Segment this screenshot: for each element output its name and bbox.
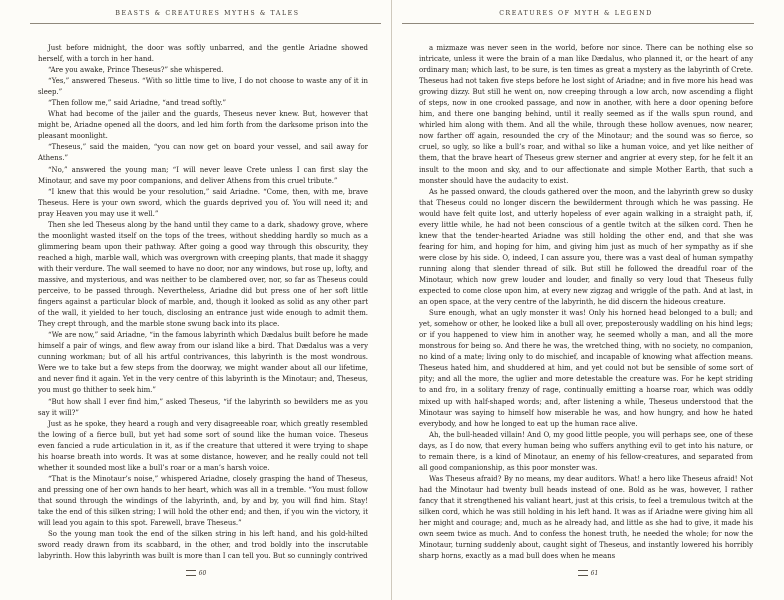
folio [566,568,610,578]
paragraph: As he passed onward, the clouds gathered over the moon, and the labyrinth grew so dusky that Theseus could no longer discern the bewilderment through which he was passing. He would have felt quite lost, and utterly hopeless of ever again walking in a straight path, if, every little while, he had not been conscious of a gentle twitch at the silken cord. Then he knew that the tender-hearted Ariadne was still holding the other end, and that she was fearing for him, and hoping for him, and giving him just as much of her sympathy as if she were close by his side. O, indeed, I can assure you, there was a vast deal of human sympathy running along that slender thread of silk. But still he followed the dreadful roar of the Minotaur, which now grew louder and louder, and finally so very loud that Theseus fully expected to come close upon him, at every new zigzag and wriggle of the path. And at last, in an open space, at the very centre of the labyrinth, he did discern the hideous creature. [419,187,753,307]
paragraph: Just before midnight, the door was softly unbarred, and the gentle Ariadne showed herself, with a torch in her hand. [38,44,368,64]
paragraph: “I knew that this would be your resolution,” said Ariadne. “Come, then, with me, brave Theseus. Here is your own sword, which the guards deprived you of. You will need it; and pray Heaven you may use it well.” [38,187,368,218]
header-rule [402,23,754,24]
paragraph: “That is the Minotaur’s noise,” whispered Ariadne, closely grasping the hand of Theseus, and pressing one of her own hands to her heart, which was all in a tremble. “You must follow that sound through the windings of the labyrinth, and, by and by, you will find him. Stay! take the end of this silken string; I will hold the other end; and then, if you win the victory, it will lead you again to this spot. Farewell, brave Theseus.” [38,474,368,528]
paragraph: “Then follow me,” said Ariadne, “and tread softly.” [48,99,227,108]
page-number: 60 [198,569,207,577]
paragraph: So the young man took the end of the silken string in his left hand, and his gold-hilted sword ready drawn from its scabbard, in the other, and trod boldly into the inscrutable labyrinth. How this labyrinth was built is more than I can tell you. But so cunningly contrived [38,530,368,561]
paragraph: “Theseus,” said the maiden, “you can now get on board your vessel, and sail away for Athens.” [38,143,368,163]
paragraph: What had become of the jailer and the guards, Theseus never knew. But, however that might be, Ariadne opened all the doors, and led him forth from the darksome prison into the pleasant moonlight. [38,110,368,141]
paragraph: Sure enough, what an ugly monster it was! Only his horned head belonged to a bull; and yet, somehow or other, he looked like a bull all over, preposterously waddling on his hind legs; or if you happened to view him in another way, he seemed wholly a man, and all the more monstrous for being so. And there he was, the wretched thing, with no society, no companion, no kind of a mate; living only to do mischief, and incapable of knowing what affection means. Theseus hated him, and shuddered at him, and yet could not but be sensible of some sort of pity; and all the more, the uglier and more detestable the creature was. For he kept striding to and fro, in a solitary frenzy of rage, continually emitting a hoarse roar, which was oddly mixed up with half-shaped words; and, after listening a while, Theseus understood that the Minotaur was saying to himself how miserable he was, and how hungry, and how he hated everybody, and how he longed to eat up the human race alive. [419,309,753,428]
paragraph: “We are now,” said Ariadne, “in the famous labyrinth which Dædalus built before he made himself a pair of wings, and flew away from our island like a bird. That Dædalus was a very cunning workman; but of all his artful contrivances, this labyrinth is the most wondrous. Were we to take but a few steps from the doorway, we might wander about all our lifetime, and never find it again. Yet in the very centre of this labyrinth is the Minotaur; and, Theseus, you must go thither to seek him.” [38,331,368,395]
body-text [419,43,753,562]
header-rule [30,23,381,24]
paragraph: Then she led Theseus along by the hand until they came to a dark, shadowy grove, where the moonlight wasted itself on the tops of the trees, without shedding hardly so much as a glimmering beam upon their pathway. After going a good way through this obscurity, they reached a high, marble wall, which was overgrown with creeping plants, that made it shaggy with their verdure. The wall seemed to have no door, nor any windows, but rose up, lofty, and massive, and mysterious, and was neither to be clambered over, nor, so far as Theseus could perceive, to be passed through. Nevertheless, Ariadne did but press one of her soft little fingers against a particular block of marble, and, though it looked as solid as any other part of the wall, it yielded to her touch, disclosing an entrance just wide enough to admit them. They crept through, and the marble stone swung back into its place. [38,220,368,329]
right-page [392,0,784,600]
running-header: CREATURES OF MYTH & LEGEND [499,10,653,17]
ornament-icon [578,570,588,576]
paragraph: “No,” answered the young man; “I will never leave Crete unless I can first slay the Minotaur, and save my poor companions, and deliver Athens from this cruel tribute.” [38,165,368,185]
paragraph: “Yes,” answered Theseus. “With so little time to live, I do not choose to waste any of it in sleep.” [38,77,368,97]
page-number: 61 [590,569,599,577]
running-header: BEASTS & CREATURES MYTHS & TALES [115,10,300,17]
paragraph: a mizmaze was never seen in the world, before nor since. There can be nothing else so intricate, unless it were the brain of a man like Dædalus, who planned it, or the heart of any ordinary man; which last, to be sure, is ten times as great a mystery as the labyrinth of Crete. Theseus had not taken five steps before he lost sight of Ariadne; and in five more his head was growing dizzy. But still he went on, now creeping through a low arch, now ascending a flight of steps, now in one crooked passage, and now in another, with here a door opening before him, and there one banging behind, until it really seemed as if the walls spun round, and whirled him along with them. And all the while, through these hollow avenues, now nearer, now farther off again, resounded the cry of the Minotaur; and the sound was so fierce, so cruel, so ugly, so like a bull’s roar, and withal so like a human voice, and yet like neither of them, that the brave heart of Theseus grew sterner and angrier at every step, for he felt it an insult to the moon and sky, and to our affectionate and simple Mother Earth, that such a monster should have the audacity to exist. [419,44,753,185]
paragraph: “But how shall I ever find him,” asked Theseus, “if the labyrinth so bewilders me as you say it will?” [38,397,368,417]
paragraph: Just as he spoke, they heard a rough and very disagreeable roar, which greatly resembled the lowing of a fierce bull, but yet had some sort of sound like the human voice. Theseus even fancied a rude articulation in it, as if the creature that uttered it were trying to shape his hoarse breath into words. It was at some distance, however, and he really could not tell whether it sounded most like a bull’s roar or a man’s harsh voice. [38,419,368,472]
folio [174,568,218,578]
body-text [38,43,368,562]
paragraph: “Are you awake, Prince Theseus?” she whispered. [48,66,224,75]
paragraph: Ah, the bull-headed villain! And O, my good little people, you will perhaps see, one of these days, as I do now, that every human being who suffers anything evil to get into his nature, or to remain there, is a kind of Minotaur, an enemy of his fellow-creatures, and separated from all good companionship, as this poor monster was. [419,430,753,472]
paragraph: Was Theseus afraid? By no means, my dear auditors. What! a hero like Theseus afraid! Not had the Minotaur had twenty bull heads instead of one. Bold as he was, however, I rather fancy that it strengthened his valiant heart, just at this crisis, to feel a tremulous twitch at the silken cord, which he was still holding in his left hand. It was as if Ariadne were giving him all her might and courage; and, much as he already had, and little as she had to give, it made his own seem twice as much. And to confess the honest truth, he needed the whole; for now the Minotaur, turning suddenly about, caught sight of Theseus, and instantly lowered his horribly sharp horns, exactly as a mad bull does when he means [419,474,753,561]
ornament-icon [186,570,196,576]
